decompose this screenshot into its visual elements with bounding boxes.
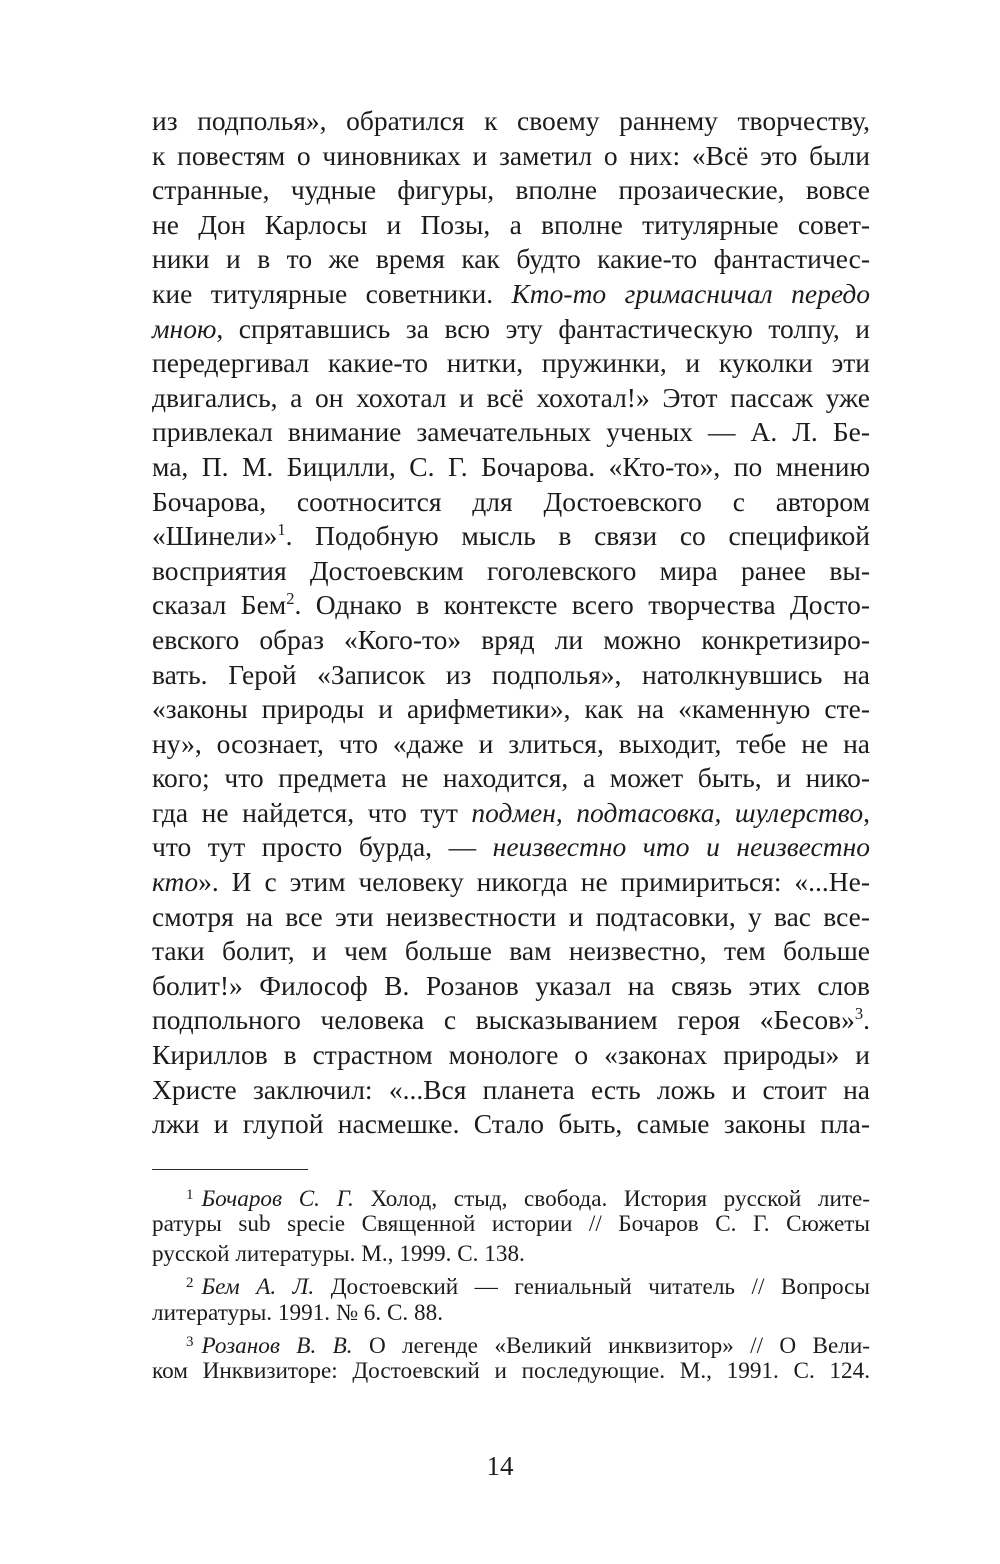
text-line: лжи и глупой насмешке. Стало быть, самые законы пла- xyxy=(152,1108,870,1140)
footnote-author: Розанов В. В. xyxy=(201,1332,353,1359)
text-line: ну», осознает, что «даже и злиться, выходит, тебе не на xyxy=(152,727,870,759)
italic-quote: неизвестно что и неизвестно xyxy=(492,831,870,863)
footnote-number: 3 xyxy=(186,1333,194,1350)
text-line: из подполья», обратился к своему раннему творчеству, xyxy=(152,105,870,136)
footnote-line: ратуры sub specie Священной истории // Бочаров С. Г. Сюжеты xyxy=(152,1211,870,1238)
text-line: двигались, а он хохотал и всё хохотал!» Этот пассаж уже xyxy=(152,381,870,413)
footnote-number: 2 xyxy=(186,1275,194,1292)
footnote-line: русской литературы. М., 1999. С. 138. xyxy=(152,1240,525,1267)
footnote-line: 2 Бем А. Л. Достоевский — гениальный читатель // Вопросы xyxy=(152,1269,870,1298)
text-line: смотря на все эти неизвестности и подтасовки, у вас все- xyxy=(152,900,870,932)
text-line: евского образ «Кого-то» вряд ли можно конкретизиро- xyxy=(152,623,870,655)
text-line: гда не найдется, что тут подмен, подтасовка, шулерство, xyxy=(152,796,870,828)
italic-quote: кто xyxy=(152,866,199,898)
footnote-2 xyxy=(152,1269,870,1328)
text-line: привлекал внимание замечательных ученых — А. Л. Бе- xyxy=(152,416,870,448)
footnote-ref-3[interactable]: 3 xyxy=(854,1004,864,1024)
italic-quote: Кто-то гримасничал передо xyxy=(511,277,871,309)
text-line: кого; что предмета не находится, а может быть, и нико- xyxy=(152,762,870,794)
text-line: мною, спрятавшись за всю эту фантастическую толпу, и xyxy=(152,312,870,344)
text-line: к повестям о чиновниках и заметил о них: «Всё это были xyxy=(152,139,870,171)
footnotes xyxy=(152,1181,870,1387)
text-line: странные, чудные фигуры, вполне прозаические, вовсе xyxy=(152,174,870,206)
footnote-line: 1 Бочаров С. Г. Холод, стыд, свобода. История русской лите- xyxy=(152,1181,870,1210)
italic-quote: мною xyxy=(152,312,217,344)
text-line: «законы природы и арифметики», как на «каменную сте- xyxy=(152,693,870,725)
text-line: передергивал какие-то нитки, пружинки, и куколки эти xyxy=(152,347,870,379)
footnote-ref-2[interactable]: 2 xyxy=(286,589,295,609)
footnote-author: Бочаров С. Г. xyxy=(201,1186,354,1212)
italic-quote: подмен, подтасовка, шулерство xyxy=(471,796,864,828)
text-line: подпольного человека с высказыванием героя «Бесов»$^3$. xyxy=(152,1004,870,1036)
footnote-1 xyxy=(152,1181,870,1269)
text-line: не Дон Карлосы и Позы, а вполне титулярные совет- xyxy=(152,208,870,240)
footnote-divider xyxy=(152,1169,308,1170)
text-line: кто». И с этим человеку никогда не примириться: «...Не- xyxy=(152,866,870,898)
footnote-author: Бем А. Л. xyxy=(201,1274,315,1301)
footnote-line: ком Инквизиторе: Достоевский и последующие. М., 1991. С. 124. xyxy=(152,1358,870,1385)
footnote-ref-1[interactable]: 1 xyxy=(277,519,286,539)
text-line: болит!» Философ В. Розанов указал на связь этих слов xyxy=(152,969,870,1001)
text-line: таки болит, и чем больше вам неизвестно, тем больше xyxy=(152,935,870,967)
text-line: кие титулярные советники. Кто-то гримасничал передо xyxy=(152,277,871,309)
text-line: сказал Бем$^2$. Однако в контексте всего творчества Досто- xyxy=(152,589,870,621)
page-number: 14 xyxy=(486,1451,514,1481)
text-line: восприятия Достоевским гоголевского мира ранее вы- xyxy=(152,554,870,586)
text-line: «Шинели»$^1$. Подобную мысль в связи со спецификой xyxy=(152,519,870,552)
text-line: ники и в то же время как будто какие-то фантастичес- xyxy=(152,243,870,275)
text-line: Христе заключил: «...Вся планета есть ложь и стоит на xyxy=(152,1073,870,1105)
text-line: вать. Герой «Записок из подполья», натолкнувшись на xyxy=(152,658,870,690)
text-line: что тут просто бурда, — неизвестно что и неизвестно xyxy=(152,831,870,863)
footnote-3 xyxy=(152,1328,870,1387)
text-line: ма, П. М. Бицилли, С. Г. Бочарова. «Кто-то», по мнению xyxy=(152,450,870,482)
footnote-line: 3 Розанов В. В. О легенде «Великий инквизитор» // О Вели- xyxy=(152,1328,870,1357)
footnote-number: 1 xyxy=(186,1187,194,1203)
footnote-line: литературы. 1991. № 6. С. 88. xyxy=(152,1299,443,1326)
text-line: Кириллов в страстном монологе о «законах природы» и xyxy=(152,1039,870,1071)
main-text xyxy=(152,104,870,1142)
text-line: Бочарова, соотносится для Достоевского с автором xyxy=(152,485,870,517)
